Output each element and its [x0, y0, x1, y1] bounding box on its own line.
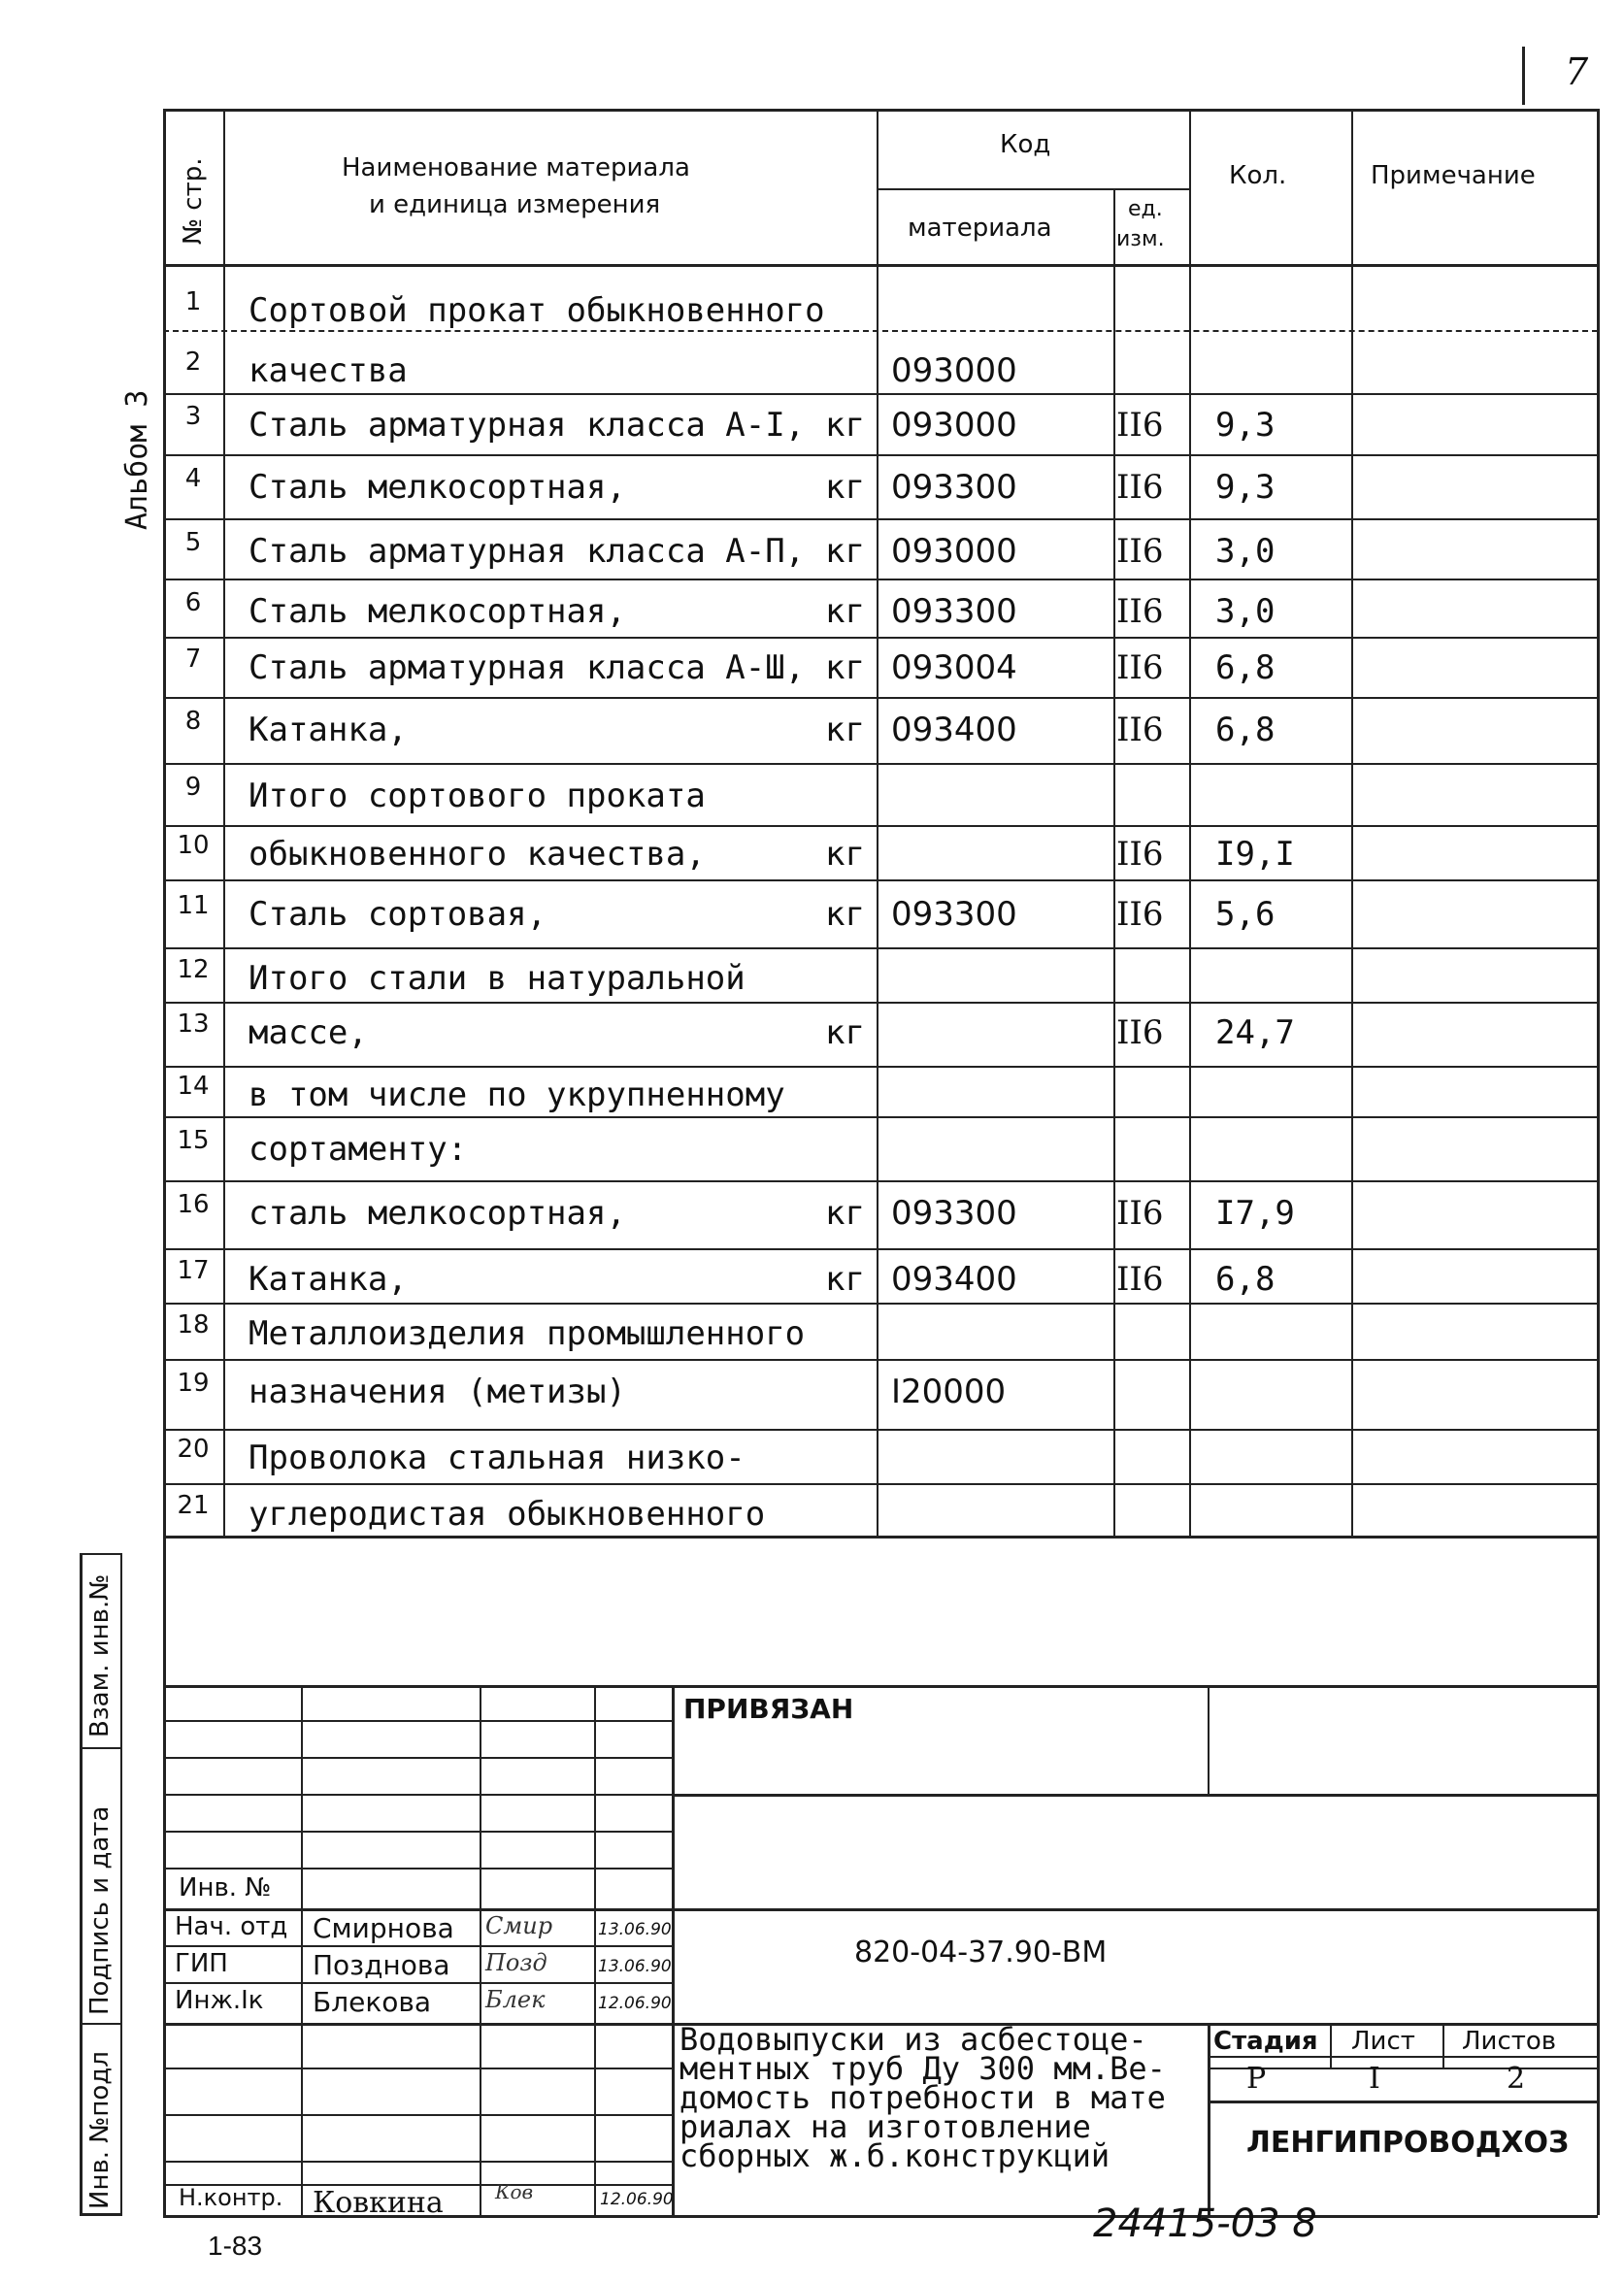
material-code: 093300: [891, 592, 1017, 631]
material-name: Сталь арматурная класса А-I,: [249, 406, 806, 445]
person-role: ГИП: [175, 1949, 228, 1978]
unit-word: кг: [825, 468, 865, 507]
quantity: 3,0: [1215, 592, 1276, 631]
header-qty: Кол.: [1229, 161, 1287, 190]
album-label: Альбом 3: [120, 389, 154, 530]
title-line: сборных ж.б.конструкций: [679, 2137, 1110, 2174]
material-name: Катанка,: [249, 1260, 408, 1299]
unit-word: кг: [825, 711, 865, 749]
row-number: 1: [184, 287, 202, 316]
material-name: массе,: [249, 1013, 368, 1052]
header-code-unit-2: изм.: [1116, 227, 1165, 251]
material-code: 093300: [891, 1194, 1017, 1233]
row-number: 6: [184, 588, 202, 617]
quantity: 9,3: [1215, 406, 1276, 445]
material-code: 093400: [891, 711, 1017, 749]
row-number: 12: [177, 955, 210, 984]
nkontr-role: Н.контр.: [179, 2184, 283, 2211]
page-number: 7: [1565, 50, 1589, 93]
material-code: 093004: [891, 648, 1017, 687]
unit-code: II6: [1116, 1013, 1164, 1052]
title-line: ментных труб Ду 300 мм.Ве-: [679, 2050, 1166, 2087]
quantity: 3,0: [1215, 532, 1276, 571]
unit-word: кг: [825, 532, 865, 571]
header-note: Примечание: [1371, 161, 1536, 190]
header-name-line1: Наименование материала: [342, 153, 690, 182]
row-number: 2: [184, 347, 202, 377]
row-number: 16: [177, 1190, 210, 1219]
quantity: I7,9: [1215, 1194, 1295, 1233]
row-number: 18: [177, 1310, 210, 1340]
person-role: Инж.Iк: [175, 1986, 264, 2015]
material-code: 093000: [891, 532, 1017, 571]
material-code: 093300: [891, 468, 1017, 507]
unit-code: II6: [1116, 1260, 1164, 1299]
person-signature: Смир: [485, 1912, 553, 1939]
quantity: 6,8: [1215, 1260, 1276, 1299]
material-code: I20000: [891, 1373, 1007, 1411]
side-label-podpis: Подпись и дата: [85, 1805, 115, 2015]
unit-code: II6: [1116, 468, 1164, 507]
material-code: 093000: [891, 406, 1017, 445]
nkontr-name: Ковкина: [313, 2186, 444, 2220]
material-name: назначения (метизы): [249, 1373, 626, 1411]
unit-word: кг: [825, 835, 865, 874]
document-code: 820-04-37.90-ВМ: [854, 1936, 1108, 1969]
unit-code: II6: [1116, 711, 1164, 749]
title-line: домость потребности в мате: [679, 2079, 1166, 2116]
footer-right: 24415-03 8: [1093, 2201, 1317, 2246]
material-name: Итого сортового проката: [249, 777, 706, 815]
material-name: сортаменту:: [249, 1130, 468, 1169]
header-rownum: № стр.: [179, 157, 208, 245]
material-name: Сталь мелкосортная,: [249, 592, 626, 631]
sheets-label: Листов: [1462, 2027, 1557, 2056]
nkontr-signature: Ков: [495, 2180, 534, 2203]
sheet-value: I: [1369, 2062, 1380, 2096]
unit-word: кг: [825, 1013, 865, 1052]
person-date: 13.06.90: [598, 1957, 672, 1976]
unit-code: II6: [1116, 648, 1164, 687]
material-name: углеродистая обыкновенного: [249, 1495, 766, 1534]
material-code: 093400: [891, 1260, 1017, 1299]
material-name: Сталь мелкосортная,: [249, 468, 626, 507]
person-name: Блекова: [313, 1986, 432, 2018]
side-label-inv-podl: Инв. №подл: [85, 2051, 115, 2209]
row-number: 21: [177, 1491, 210, 1520]
inv-no-label: Инв. №: [179, 1873, 272, 1902]
row-number: 19: [177, 1369, 210, 1398]
row-number: 4: [184, 464, 202, 493]
unit-word: кг: [825, 1260, 865, 1299]
unit-code: II6: [1116, 835, 1164, 874]
material-name: Проволока стальная низко-: [249, 1439, 746, 1477]
header-code-unit-1: ед.: [1128, 197, 1163, 221]
unit-code: II6: [1116, 1194, 1164, 1233]
unit-code: II6: [1116, 895, 1164, 934]
person-signature: Блек: [485, 1986, 546, 2013]
row-number: 10: [177, 831, 210, 860]
header-code: Код: [1000, 130, 1051, 159]
quantity: I9,I: [1215, 835, 1295, 874]
sheet-label: Лист: [1351, 2027, 1415, 2056]
person-name: Смирнова: [313, 1912, 454, 1944]
title-line: Водовыпуски из асбестоце-: [679, 2021, 1147, 2058]
row-number: 9: [184, 773, 202, 802]
row-number: 14: [177, 1072, 210, 1101]
quantity: 9,3: [1215, 468, 1276, 507]
row-number: 7: [184, 645, 202, 674]
material-name: Сталь арматурная класса А-П,: [249, 532, 806, 571]
row-number: 5: [184, 528, 202, 557]
person-signature: Позд: [485, 1949, 547, 1976]
unit-word: кг: [825, 895, 865, 934]
sheets-value: 2: [1507, 2062, 1526, 2096]
header-code-material: материала: [908, 214, 1052, 243]
person-role: Нач. отд: [175, 1912, 288, 1941]
quantity: 24,7: [1215, 1013, 1295, 1052]
title-line: риалах на изготовление: [679, 2108, 1091, 2145]
row-number: 13: [177, 1009, 210, 1039]
quantity: 6,8: [1215, 648, 1276, 687]
nkontr-date: 12.06.90: [600, 2190, 674, 2209]
unit-word: кг: [825, 1194, 865, 1233]
quantity: 6,8: [1215, 711, 1276, 749]
privyazan-label: ПРИВЯЗАН: [683, 1693, 854, 1725]
material-name: Металлоизделия промышленного: [249, 1314, 806, 1353]
material-name: Итого стали в натуральной: [249, 959, 746, 998]
material-name: в том числе по укрупненному: [249, 1075, 785, 1114]
stage-value: Р: [1246, 2062, 1267, 2096]
row-number: 15: [177, 1126, 210, 1155]
material-name: Сталь арматурная класса А-Ш,: [249, 648, 806, 687]
material-name: Катанка,: [249, 711, 408, 749]
unit-word: кг: [825, 592, 865, 631]
unit-code: II6: [1116, 592, 1164, 631]
organization-name: ЛЕНГИПРОВОДХОЗ: [1246, 2126, 1570, 2160]
stage-label: Стадия: [1213, 2027, 1318, 2056]
row-number: 17: [177, 1256, 210, 1285]
footer-left: 1-83: [208, 2231, 263, 2261]
material-name: Сортовой прокат обыкновенного: [249, 291, 825, 330]
unit-code: II6: [1116, 532, 1164, 571]
side-label-vzam: Взам. инв.№: [85, 1573, 115, 1737]
material-name: обыкновенного качества,: [249, 835, 706, 874]
material-code: 093300: [891, 895, 1017, 934]
row-number: 20: [177, 1435, 210, 1464]
person-date: 12.06.90: [598, 1994, 672, 2013]
row-number: 11: [177, 891, 210, 920]
unit-word: кг: [825, 648, 865, 687]
material-code: 093000: [891, 351, 1017, 390]
person-date: 13.06.90: [598, 1920, 672, 1939]
quantity: 5,6: [1215, 895, 1276, 934]
unit-word: кг: [825, 406, 865, 445]
material-name: сталь мелкосортная,: [249, 1194, 626, 1233]
material-name: Сталь сортовая,: [249, 895, 547, 934]
person-name: Позднова: [313, 1949, 450, 1981]
header-name-line2: и единица измерения: [369, 190, 661, 219]
document-title: [679, 2021, 1166, 2174]
unit-code: II6: [1116, 406, 1164, 445]
row-number: 8: [184, 707, 202, 736]
row-number: 3: [184, 402, 202, 431]
material-name: качества: [249, 351, 408, 390]
